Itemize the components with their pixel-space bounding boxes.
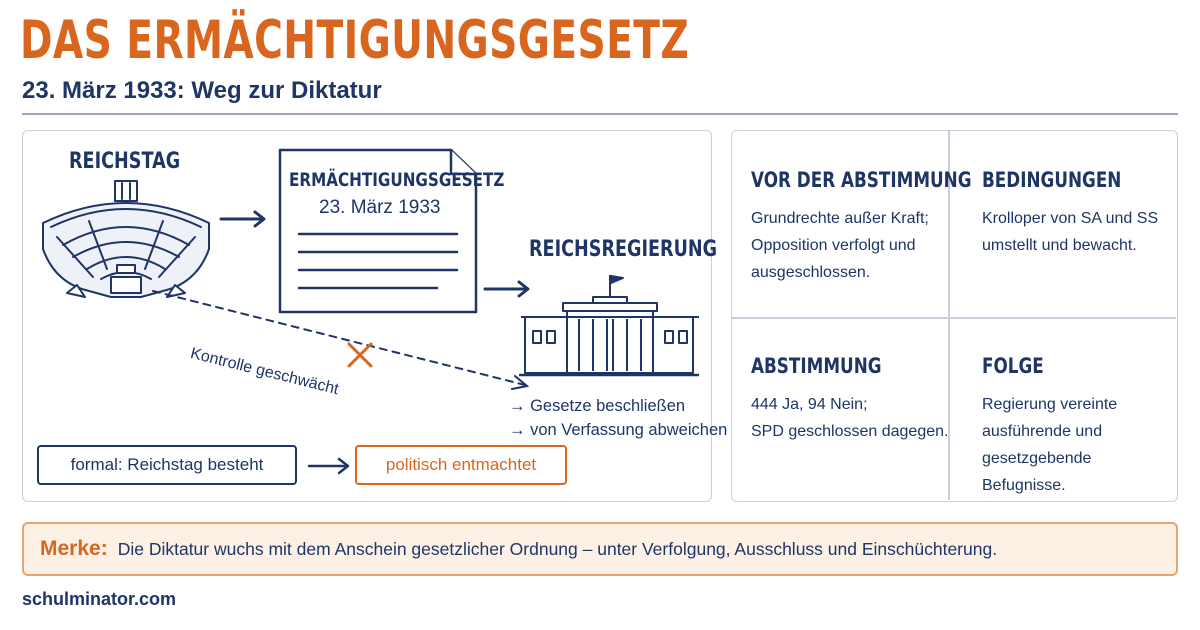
grid-divider-horizontal <box>732 317 1176 319</box>
arrow-right-icon <box>307 456 353 476</box>
arrow-right-icon <box>219 209 269 229</box>
page-subtitle: 23. März 1933: Weg zur Diktatur <box>22 77 382 104</box>
fact-heading: VOR DER ABSTIMMUNG <box>751 168 972 192</box>
facts-panel <box>731 130 1178 502</box>
document-date: 23. März 1933 <box>319 197 441 218</box>
fact-text: 444 Ja, 94 Nein; SPD geschlossen dagegen. <box>751 396 949 440</box>
page-title: DAS ERMÄCHTIGUNGSGESETZ <box>20 10 690 71</box>
result-status-box: politisch entmachtet <box>355 445 567 485</box>
reichstag-building-icon <box>37 179 215 301</box>
dashed-control-arrow <box>143 289 543 393</box>
reichstag-label: REICHSTAG <box>69 149 181 174</box>
fact-text: Regierung vereinte ausführende und gesetzgebende Befugnisse. <box>982 396 1118 494</box>
government-label: REICHSREGIERUNG <box>529 237 718 262</box>
fact-cell <box>982 167 1158 259</box>
footer-site: schulminator.com <box>22 589 177 609</box>
fact-cell <box>751 353 948 445</box>
header-divider <box>22 113 1178 115</box>
merke-text: Die Diktatur wuchs mit dem Anschein gesetzlicher Ordnung – unter Verfolgung, Ausschluss und Einschüchterung. <box>117 538 998 559</box>
document-title: ERMÄCHTIGUNGSGESETZ <box>289 169 505 191</box>
fact-text: Grundrechte außer Kraft; Opposition verfolgt und ausgeschlossen. <box>751 210 929 281</box>
cross-mark-icon <box>344 339 376 371</box>
government-building-icon <box>519 271 699 377</box>
power-item: → Gesetze beschließen <box>509 397 686 415</box>
control-weakened-label: Kontrolle geschwächt <box>188 344 341 399</box>
merke-label: Merke: <box>40 537 108 560</box>
power-item: → von Verfassung abweichen <box>509 421 728 439</box>
formal-status-box: formal: Reichstag besteht <box>37 445 297 485</box>
fact-text: Krolloper von SA und SS umstellt und bewacht. <box>982 210 1159 254</box>
fact-heading: FOLGE <box>982 354 1044 378</box>
fact-cell <box>982 353 1177 499</box>
merke-box <box>22 522 1178 576</box>
diagram-panel <box>22 130 728 502</box>
fact-heading: BEDINGUNGEN <box>982 168 1122 192</box>
fact-heading: ABSTIMMUNG <box>751 354 882 378</box>
